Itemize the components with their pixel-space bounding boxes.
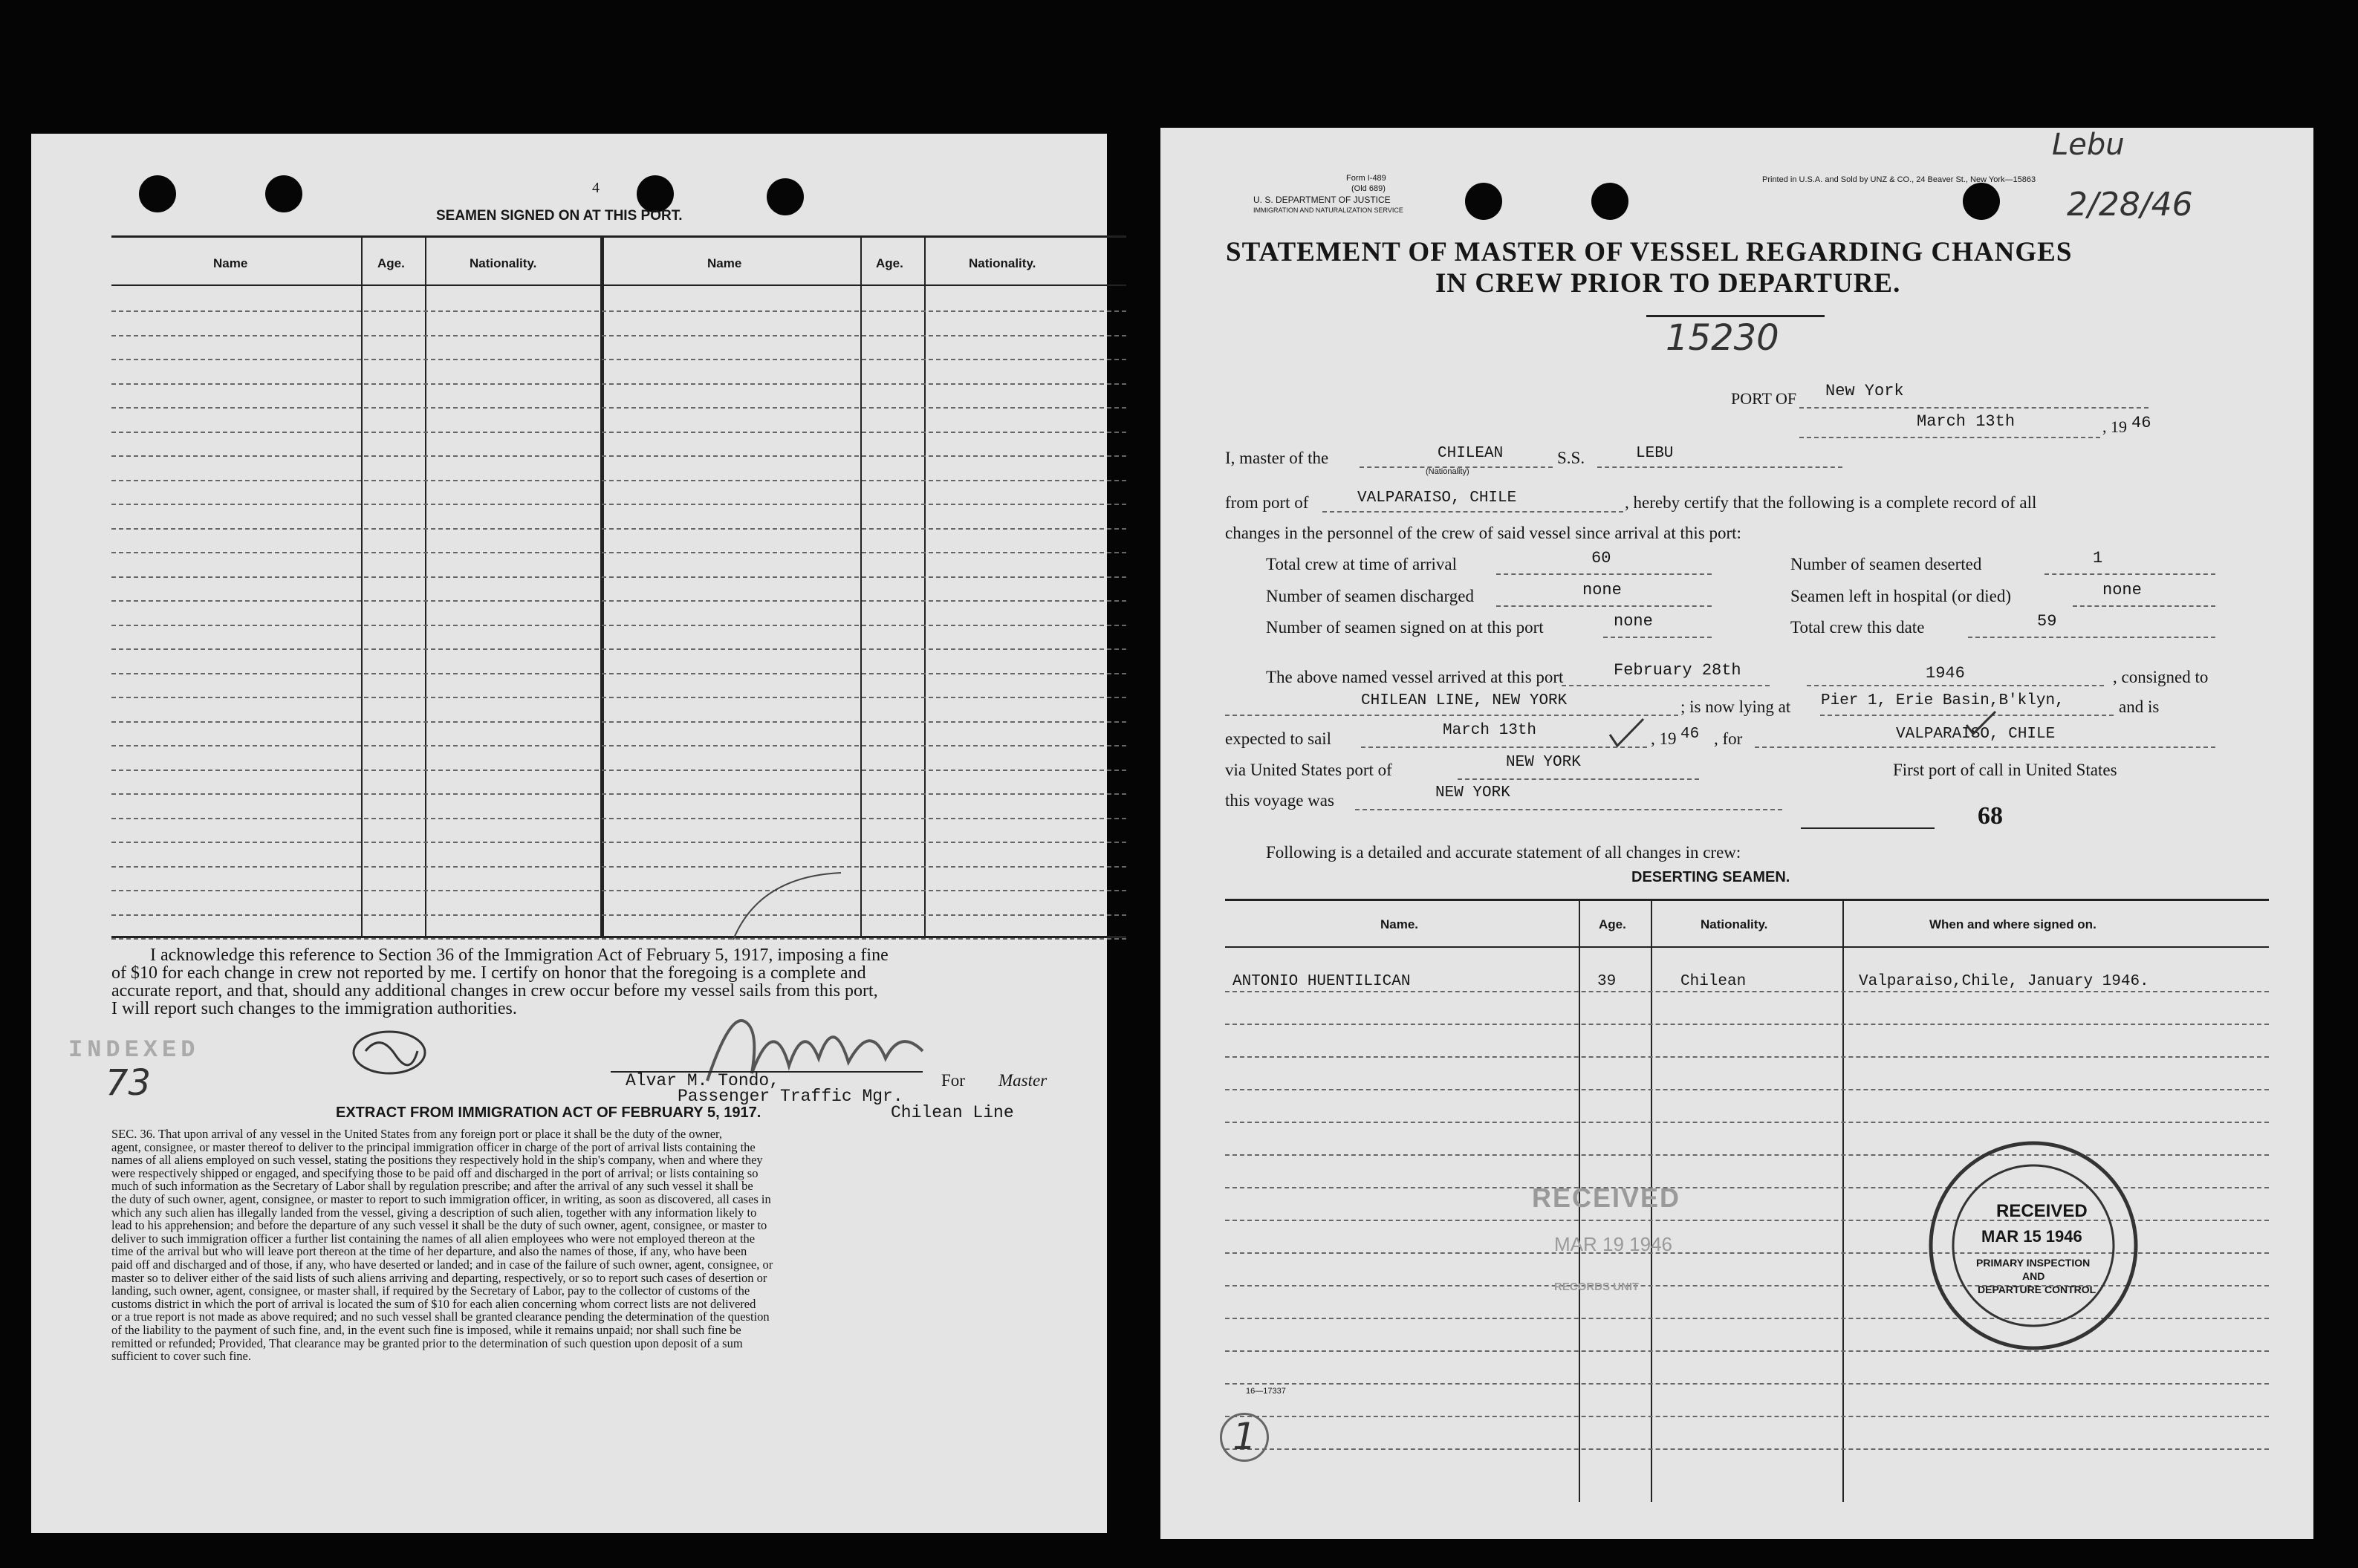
punch-hole <box>1465 183 1502 220</box>
sail-year-prefix: , 19 <box>1651 729 1677 748</box>
section-36-line: which any such alien has illegally landed from the vessel, giving a description of such alien, together with any information likely to <box>111 1205 757 1220</box>
stamp-received-text: RECEIVED <box>1996 1201 2088 1221</box>
nationality-value: CHILEAN <box>1438 445 1504 462</box>
destination-value: VALPARAISO, CHILE <box>1896 726 2056 743</box>
table-row <box>111 359 1126 360</box>
ack-line: accurate report, and that, should any additional changes in crew occur before my vessel sails from this port, <box>111 981 878 1001</box>
left-page <box>31 134 1107 1533</box>
col-header-signed-on: When and where signed on. <box>1929 917 2096 931</box>
handwritten-date: 2/28/46 <box>2067 186 2193 224</box>
table-row <box>111 770 1126 771</box>
section-36-line: much of such information as the Secretary of Labor shall by regulation prescribe; and after the arrival of any such vessel it shall be <box>111 1179 753 1194</box>
section-36-line: SEC. 36. That upon arrival of any vessel in the United States from any foreign port or place it shall be the duty of the owner, <box>111 1127 723 1141</box>
from-port-value: VALPARAISO, CHILE <box>1357 489 1517 507</box>
table-col-divider <box>924 235 926 937</box>
ship-value: LEBU <box>1636 445 1674 462</box>
deserter-nationality: Chilean <box>1680 973 1747 990</box>
departure-control-stamp <box>1926 1138 2141 1353</box>
table-row <box>111 697 1126 698</box>
date-line <box>1799 437 2100 438</box>
total-crew-arrival-value: 60 <box>1591 549 1611 567</box>
handwritten-ship-name: Lebu <box>2052 128 2125 162</box>
col-header-nationality: Nationality. <box>1701 917 1768 931</box>
rule <box>1801 827 1935 829</box>
total-today-value: 59 <box>2037 612 2057 631</box>
table-row <box>111 407 1126 409</box>
section-36-line: agent, consignee, or master thereof to deliver to the principal immigration officer in charge of the port of arrival lists containing the <box>111 1139 756 1154</box>
certify-text: , hereby certify that the following is a complete record of all <box>1625 493 2037 512</box>
discharged-value: none <box>1582 581 1622 599</box>
destination-line <box>1755 746 2215 748</box>
form-number: Form I-489 <box>1346 174 1386 183</box>
service-name: IMMIGRATION AND NATURALIZATION SERVICE <box>1253 206 1403 214</box>
punch-hole <box>767 178 804 215</box>
table-row <box>111 818 1126 819</box>
printer-line: Printed in U.S.A. and Sold by UNZ & CO., 24 Beaver St., New York—15863 <box>1762 175 2036 184</box>
voyage-value: NEW YORK <box>1435 784 1510 801</box>
table-row <box>111 648 1126 650</box>
stamp-date: MAR 15 1946 <box>1981 1227 2082 1246</box>
table-row <box>111 673 1126 674</box>
via-value: NEW YORK <box>1506 754 1581 771</box>
and-is-text: and is <box>2119 697 2160 716</box>
department-name: U. S. DEPARTMENT OF JUSTICE <box>1253 195 1391 205</box>
table-row <box>111 552 1126 553</box>
section-36-line: sufficient to cover such fine. <box>111 1349 252 1364</box>
port-label: PORT OF <box>1731 389 1797 408</box>
handwritten-initials <box>343 1021 432 1081</box>
table-row <box>111 890 1126 891</box>
deserter-signed-on: Valparaiso,Chile, January 1946. <box>1859 973 2149 990</box>
for-label: , for <box>1714 729 1743 748</box>
extract-title: EXTRACT FROM IMMIGRATION ACT OF FEBRUARY 5, 1917. <box>336 1105 761 1121</box>
following-text: Following is a detailed and accurate statement of all changes in crew: <box>1266 843 1741 862</box>
circled-mark: 1 <box>1220 1413 1269 1462</box>
table-col-divider <box>1842 899 1844 1502</box>
deserted-label: Number of seamen deserted <box>1790 555 1982 573</box>
table-top-rule <box>111 235 1126 238</box>
section-36-line: were respectively shipped or engaged, and specifying those to be paid off and discharged in the port of arrival; or lists containing so <box>111 1165 759 1180</box>
section-36-line: the duty of such owner, agent, consignee, or master to report to such immigration officer, in writing, as soon as discovered, all cases in <box>111 1191 771 1206</box>
table-col-divider <box>860 235 862 937</box>
received-stamp-date: MAR 19 1946 <box>1554 1233 1672 1255</box>
signer-title: Passenger Traffic Mgr. <box>678 1087 903 1106</box>
punch-hole <box>1591 183 1628 220</box>
table-row <box>111 600 1126 602</box>
arrived-year: 1946 <box>1926 664 1965 683</box>
form-title-line2: IN CREW PRIOR TO DEPARTURE. <box>1435 268 1901 299</box>
stamp-line: PRIMARY INSPECTION <box>1976 1257 2091 1269</box>
col-header-nationality: Nationality. <box>969 256 1036 270</box>
consigned-label: , consigned to <box>2113 668 2209 686</box>
first-port-label: First port of call in United States <box>1893 761 2117 779</box>
discharged-label: Number of seamen discharged <box>1266 587 1474 605</box>
consignee-value: CHILEAN LINE, NEW YORK <box>1361 692 1568 709</box>
deserter-age: 39 <box>1597 973 1617 990</box>
table-row <box>1225 1416 2269 1417</box>
form-old-number: (Old 689) <box>1351 184 1386 193</box>
section-36-line: names of all aliens employed on such vessel, stating the positions they respectively hold in the ship's company, when and where they <box>111 1153 763 1168</box>
col-header-age: Age. <box>1599 917 1626 931</box>
table-row <box>111 455 1126 457</box>
col-header-name: Name <box>707 256 742 270</box>
arrived-value: February 28th <box>1614 661 1741 680</box>
section-36-line: landing, such owner, agent, consignee, or master shall, if required by the Secretary of Labor, pay to the collector of customs of the <box>111 1284 750 1298</box>
section-36-line: paid off and discharged and of those, if any, who have deserted or landed; and in case of the failure of such owner, agent, consignee, or <box>111 1257 773 1272</box>
table-row <box>111 914 1126 916</box>
index-mark: 73 <box>105 1062 152 1104</box>
col-header-age: Age. <box>876 256 903 270</box>
voyage-label: this voyage was <box>1225 791 1334 810</box>
for-label: For <box>941 1071 965 1090</box>
punch-hole <box>265 175 302 212</box>
section-36-line: lead to his apprehension; and before the departure of any such vessel it shall be the duty of such owner, agent, consignee, or master to <box>111 1218 767 1233</box>
table-col-divider <box>361 235 363 937</box>
table-row <box>1225 1383 2269 1385</box>
table-row <box>111 576 1126 578</box>
arrived-line <box>1807 685 2104 686</box>
from-port-label: from port of <box>1225 493 1309 512</box>
check-mark <box>1606 716 1651 749</box>
stat-line <box>1968 637 2215 638</box>
section-36-line: remitted or refunded; Provided, That clearance may be granted prior to the determination of such question upon deposit of a sum <box>111 1336 743 1350</box>
section-36-line: time of the arrival but who will leave port thereon at the time of her departure, and also the names of those, if any, who have been <box>111 1244 747 1259</box>
from-port-line <box>1322 511 1623 513</box>
ack-line: of $10 for each change in crew not reported by me. I certify on honor that the foregoing is a complete and <box>111 963 866 983</box>
section-36-line: or a true report is not made as above required; and no such vessel shall be granted clearance pending the determination of the question <box>111 1310 770 1324</box>
signed-on-value: none <box>1614 612 1653 631</box>
sail-date: March 13th <box>1443 722 1537 739</box>
table-header-rule <box>111 284 1126 286</box>
section-36-line: of the liability to the payment of such fine, and, in the event such fine is imposed, while it remains unpaid; nor shall such fine be <box>111 1322 741 1337</box>
table-row <box>111 721 1126 723</box>
table-row <box>1225 1122 2269 1123</box>
table-row <box>1225 1056 2269 1058</box>
table-row <box>111 432 1126 433</box>
deserter-name: ANTONIO HUENTILICAN <box>1232 973 1411 990</box>
total-today-label: Total crew this date <box>1790 618 1925 637</box>
voyage-line <box>1355 809 1782 810</box>
signer-name: Alvar M. Tondo, <box>626 1071 780 1090</box>
master-of-label: I, master of the <box>1225 449 1329 467</box>
stat-line <box>1496 605 1712 607</box>
sail-line <box>1361 746 1647 748</box>
stat-line <box>1603 637 1712 638</box>
lying-label: ; is now lying at <box>1680 697 1791 716</box>
table-row <box>1225 1024 2269 1025</box>
col-header-name: Name <box>213 256 248 270</box>
port-line <box>1799 407 2148 409</box>
table-row <box>111 480 1126 481</box>
records-unit-text: RECORDS UNIT <box>1554 1281 1640 1293</box>
via-line <box>1458 778 1699 780</box>
stat-line <box>2073 605 2215 607</box>
signed-on-label: Number of seamen signed on at this port <box>1266 618 1544 637</box>
section-36-text <box>111 1128 773 1363</box>
total-crew-arrival-label: Total crew at time of arrival <box>1266 555 1458 573</box>
via-label: via United States port of <box>1225 761 1392 779</box>
form-title-line1: STATEMENT OF MASTER OF VESSEL REGARDING CHANGES <box>1226 237 2073 267</box>
table-row <box>111 866 1126 868</box>
check-mark <box>1963 709 2000 738</box>
ack-line: I acknowledge this reference to Section 36 of the Immigration Act of February 5, 1917, imposing a fine <box>150 946 889 965</box>
form-footer: 16—17337 <box>1246 1387 1286 1396</box>
table-row <box>111 793 1126 795</box>
nationality-caption: (Nationality) <box>1426 467 1469 476</box>
changes-text: changes in the personnel of the crew of said vessel since arrival at this port: <box>1225 524 1741 542</box>
arrived-label: The above named vessel arrived at this port <box>1266 668 1564 686</box>
table-row <box>111 504 1126 505</box>
col-header-age: Age. <box>377 256 405 270</box>
arrived-line <box>1562 685 1770 686</box>
col-header-name: Name. <box>1380 917 1419 931</box>
sail-year: 46 <box>1680 726 1700 743</box>
master-label: Master <box>998 1071 1048 1090</box>
section-36-line: customs district in which the port of arrival is located the sum of $10 for each alien concerning whom correct lists are not delivered <box>111 1296 756 1311</box>
punch-hole <box>139 175 176 212</box>
deserted-value: 1 <box>2093 549 2103 567</box>
number-68: 68 <box>1978 802 2003 830</box>
expected-label: expected to sail <box>1225 729 1332 748</box>
indexed-stamp: INDEXED <box>68 1036 200 1064</box>
table-center-divider <box>600 235 604 937</box>
col-header-nationality: Nationality. <box>470 256 537 270</box>
hospital-label: Seamen left in hospital (or died) <box>1790 587 2012 605</box>
page-number: 4 <box>592 180 600 196</box>
table-row <box>111 745 1126 746</box>
punch-hole <box>1963 183 2000 220</box>
table-rule <box>1225 899 2269 901</box>
port-value: New York <box>1825 382 1904 400</box>
table-row <box>111 842 1126 843</box>
table-row <box>111 310 1126 312</box>
stat-line <box>1496 573 1712 575</box>
right-page <box>1160 128 2313 1539</box>
table-row <box>111 383 1126 385</box>
punch-hole <box>637 175 674 212</box>
left-title: SEAMEN SIGNED ON AT THIS PORT. <box>436 208 683 224</box>
year-value: 46 <box>2131 414 2151 432</box>
ship-line <box>1597 466 1842 468</box>
table-row <box>111 625 1126 626</box>
table-rule <box>1225 946 2269 948</box>
pen-stroke <box>730 869 848 943</box>
stat-line <box>2044 573 2215 575</box>
lying-value: Pier 1, Erie Basin,B'klyn, <box>1821 692 2065 709</box>
table-row <box>111 335 1126 336</box>
received-stamp <box>1532 1182 1680 1309</box>
hospital-value: none <box>2102 581 2142 599</box>
section-36-line: deliver to such immigration officer a further list containing the names of all alien employees who were not employed thereon at the <box>111 1231 756 1246</box>
year-prefix: , 19 <box>2102 417 2127 436</box>
handwritten-number: 15230 <box>1666 317 1779 359</box>
table-row <box>111 528 1126 530</box>
table-row <box>1225 1448 2269 1450</box>
table-col-divider <box>425 235 426 937</box>
table-row <box>1225 991 2269 992</box>
ack-line: I will report such changes to the immigration authorities. <box>111 999 517 1018</box>
table-row <box>111 938 1126 940</box>
signer-company: Chilean Line <box>891 1103 1014 1122</box>
stamp-line: AND <box>2022 1270 2045 1282</box>
section-36-line: master so to deliver either of the said lists of such aliens arriving and departing, respectively, or so to report such cases of desertion or <box>111 1270 767 1285</box>
ss-label: S.S. <box>1557 449 1585 467</box>
deserting-title: DESERTING SEAMEN. <box>1631 869 1790 885</box>
table-row <box>1225 1089 2269 1090</box>
received-stamp-text: RECEIVED <box>1532 1182 1681 1213</box>
stamp-line: DEPARTURE CONTROL <box>1978 1284 2096 1295</box>
date-value: March 13th <box>1917 412 2016 431</box>
